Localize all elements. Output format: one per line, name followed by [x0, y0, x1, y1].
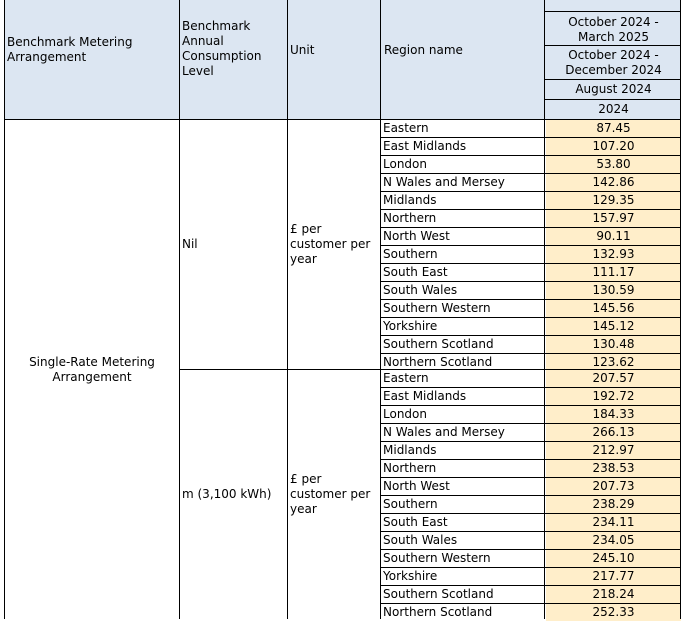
grid-line — [380, 173, 681, 174]
value-cell: 111.17 — [546, 263, 681, 281]
region-cell: N Wales and Mersey — [383, 425, 505, 439]
period-oct-dec: October 2024 - December 2024 — [565, 48, 662, 77]
grid-line — [380, 155, 681, 156]
value-cell: 234.05 — [546, 531, 681, 549]
value-cell: 130.48 — [546, 335, 681, 353]
region-cell: South East — [383, 265, 448, 279]
grid-line — [380, 191, 681, 192]
grid-line — [380, 0, 381, 619]
region-cell: Southern Scotland — [383, 587, 494, 601]
grid-line — [544, 99, 681, 100]
region-cell: Southern Western — [383, 551, 491, 565]
region-cell: South Wales — [383, 533, 458, 547]
region-cell: Southern Scotland — [383, 337, 494, 351]
value-cell: 238.53 — [546, 459, 681, 477]
grid-line — [380, 531, 681, 532]
grid-line — [380, 405, 681, 406]
grid-line — [287, 0, 288, 619]
region-cell: Northern Scotland — [383, 605, 493, 619]
region-cell: East Midlands — [383, 139, 467, 153]
value-cell: 132.93 — [546, 245, 681, 263]
grid-line — [380, 495, 681, 496]
region-cell: Northern — [383, 461, 437, 475]
value-cell: 90.11 — [546, 227, 681, 245]
region-cell: London — [383, 407, 427, 421]
region-cell: Eastern — [383, 371, 429, 385]
header-consumption-level: Benchmark Annual Consumption Level — [182, 19, 262, 78]
grid-line — [380, 335, 681, 336]
value-cell: 238.29 — [546, 495, 681, 513]
region-cell: North West — [383, 479, 450, 493]
region-cell: South Wales — [383, 283, 458, 297]
level-nil: Nil — [182, 237, 198, 251]
header-metering-arrangement: Benchmark Metering Arrangement — [7, 35, 133, 64]
grid-line — [179, 0, 180, 619]
grid-line — [544, 79, 681, 80]
period-oct-mar: October 2024 - March 2025 — [568, 15, 659, 44]
grid-line — [380, 281, 681, 282]
value-cell: 212.97 — [546, 441, 681, 459]
value-cell: 234.11 — [546, 513, 681, 531]
value-cell: 145.56 — [546, 299, 681, 317]
value-cell: 87.45 — [546, 119, 681, 137]
value-cell: 142.86 — [546, 173, 681, 191]
region-cell: South East — [383, 515, 448, 529]
value-cell: 192.72 — [546, 387, 681, 405]
period-year: 2024 — [598, 102, 629, 116]
region-cell: Midlands — [383, 443, 437, 457]
value-cell: 107.20 — [546, 137, 681, 155]
value-cell: 129.35 — [546, 191, 681, 209]
grid-line — [380, 263, 681, 264]
region-cell: N Wales and Mersey — [383, 175, 505, 189]
region-cell: Midlands — [383, 193, 437, 207]
value-cell: 245.10 — [546, 549, 681, 567]
region-cell: Yorkshire — [383, 319, 438, 333]
grid-line — [380, 245, 681, 246]
grid-line — [544, 0, 545, 619]
grid-line — [4, 119, 681, 120]
value-cell: 53.80 — [546, 155, 681, 173]
region-cell: Northern — [383, 211, 437, 225]
value-cell: 145.12 — [546, 317, 681, 335]
region-cell: Southern Western — [383, 301, 491, 315]
grid-line — [380, 299, 681, 300]
region-cell: Eastern — [383, 121, 429, 135]
region-cell: East Midlands — [383, 389, 467, 403]
grid-line — [380, 209, 681, 210]
unit-group-1: £ per customer per year — [290, 222, 371, 266]
grid-line — [380, 353, 681, 354]
value-cell: 130.59 — [546, 281, 681, 299]
grid-line — [380, 477, 681, 478]
value-cell: 217.77 — [546, 567, 681, 585]
grid-line — [179, 369, 681, 370]
grid-line — [380, 227, 681, 228]
grid-line — [544, 11, 681, 12]
grid-line — [380, 567, 681, 568]
grid-line — [380, 423, 681, 424]
grid-line — [380, 549, 681, 550]
grid-line — [380, 137, 681, 138]
grid-line — [380, 459, 681, 460]
grid-line — [380, 585, 681, 586]
header-unit: Unit — [290, 43, 315, 57]
value-cell: 184.33 — [546, 405, 681, 423]
grid-line — [4, 0, 5, 619]
value-cell: 123.62 — [546, 353, 681, 371]
period-aug: August 2024 — [575, 82, 652, 96]
region-cell: Northern Scotland — [383, 355, 493, 369]
region-cell: London — [383, 157, 427, 171]
value-cell: 266.13 — [546, 423, 681, 441]
grid-line — [380, 441, 681, 442]
level-3100kwh: m (3,100 kWh) — [182, 487, 272, 501]
value-cell: 252.33 — [546, 603, 681, 621]
arrangement-cell: Single-Rate Metering Arrangement — [29, 355, 155, 384]
grid-line — [544, 45, 681, 46]
value-cell: 207.57 — [546, 369, 681, 387]
grid-line — [380, 387, 681, 388]
region-cell: Southern — [383, 497, 438, 511]
region-cell: Southern — [383, 247, 438, 261]
value-cell: 157.97 — [546, 209, 681, 227]
value-cell: 218.24 — [546, 585, 681, 603]
region-cell: Yorkshire — [383, 569, 438, 583]
grid-line — [380, 317, 681, 318]
grid-line — [380, 603, 681, 604]
grid-line — [380, 513, 681, 514]
unit-group-2: £ per customer per year — [290, 472, 371, 516]
header-region-name: Region name — [384, 43, 463, 57]
value-cell: 207.73 — [546, 477, 681, 495]
region-cell: North West — [383, 229, 450, 243]
